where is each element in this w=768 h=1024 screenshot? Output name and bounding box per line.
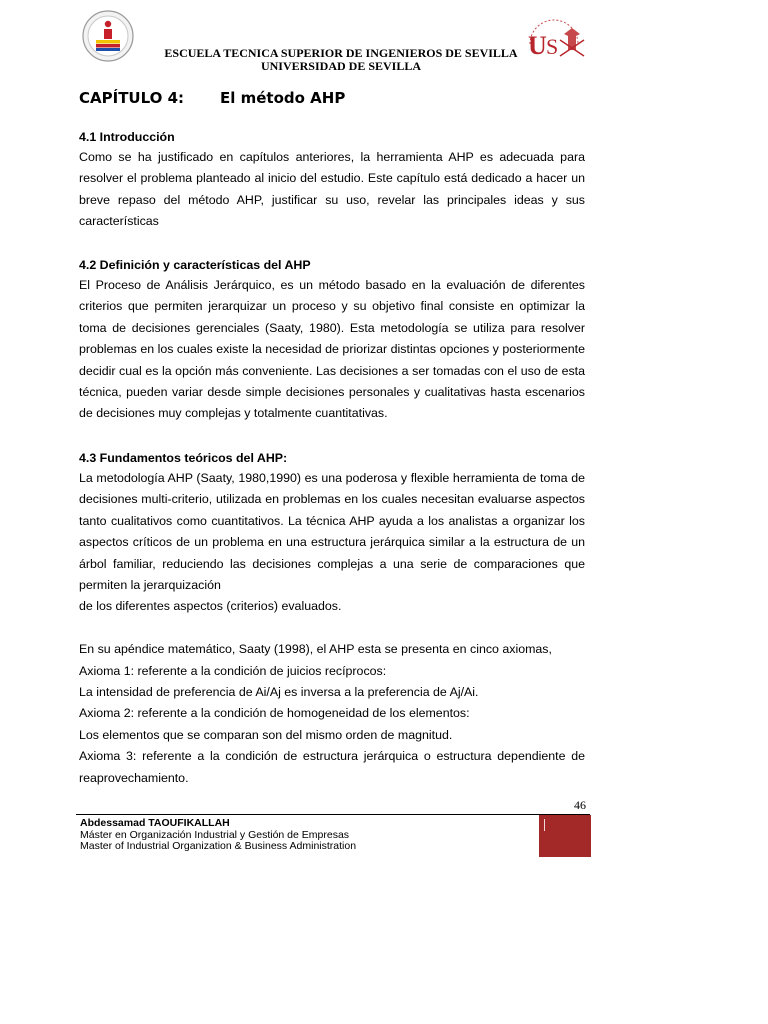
chapter-name: El método AHP <box>220 89 346 107</box>
footer-accent-block <box>539 815 591 857</box>
footer-accent-mark <box>544 819 545 831</box>
section-fundamentos <box>79 448 585 789</box>
section-heading: 4.1 Introducción <box>79 130 175 144</box>
university-name: UNIVERSIDAD DE SEVILLA <box>260 59 422 73</box>
footer-author: Abdessamad TAOUFIKALLAH <box>80 817 230 829</box>
footer <box>80 818 356 853</box>
page-number: 46 <box>574 798 586 812</box>
institution-name: ESCUELA TECNICA SUPERIOR DE INGENIEROS DE SEVILLA <box>164 46 518 60</box>
footer-rule <box>76 814 590 815</box>
axiom-1-text: La intensidad de preferencia de Ai/Aj es inversa a la preferencia de Aj/Ai. <box>79 685 479 700</box>
svg-text:U: U <box>528 31 547 60</box>
section-paragraph: Como se ha justificado en capítulos anteriores, la herramienta AHP es adecuada para resolver el problema planteado al inicio del estudio. Este capítulo está dedicado a hacer un breve repaso del método AHP, justificar su uso, revelar las principales ideas y sus características <box>79 150 585 229</box>
footer-degree-en: Master of Industrial Organization & Business Administration <box>80 840 357 852</box>
section-paragraph: La metodología AHP (Saaty, 1980,1990) es una poderosa y flexible herramienta de toma de decisiones multi-criterio, utilizada en problemas en los cuales necesitan evaluarse aspectos tanto cualitativos como cuantitativos. La técnica AHP ayuda a los analistas a organizar los aspectos críticos de un problema en una estructura jerárquica similar a la estructura de un árbol familiar, reduciendo las decisiones complejas a una serie de comparaciones que permiten la jerarquización <box>79 471 585 593</box>
section-introduccion <box>79 127 585 233</box>
axioms-intro: En su apéndice matemático, Saaty (1998), el AHP esta se presenta en cinco axiomas, <box>79 642 552 657</box>
chapter-number: CAPÍTULO 4: <box>79 89 185 107</box>
chapter-title <box>79 89 345 107</box>
axiom-2: Axioma 2: referente a la condición de homogeneidad de los elementos: <box>79 706 470 721</box>
institution-header <box>100 47 582 73</box>
axiom-1: Axioma 1: referente a la condición de juicios recíprocos: <box>79 663 387 678</box>
axiom-3: Axioma 3: referente a la condición de estructura jerárquica o estructura dependiente de reaprovechamiento. <box>79 749 585 785</box>
axiom-2-text: Los elementos que se comparan son del mismo orden de magnitud. <box>79 727 453 742</box>
footer-degree-es: Máster en Organización Industrial y Gestión de Empresas <box>80 828 350 841</box>
svg-text:S: S <box>546 34 559 59</box>
section-paragraph-end: de los diferentes aspectos (criterios) evaluados. <box>79 599 342 614</box>
section-heading: 4.3 Fundamentos teóricos del AHP: <box>79 451 288 465</box>
section-paragraph: El Proceso de Análisis Jerárquico, es un método basado en la evaluación de diferentes criterios que permiten jerarquizar un proceso y su objetivo final consiste en optimizar la toma de decisiones gerenciales (Saaty, 1980). Esta metodología se utiliza para resolver problemas en los cuales existe la necesidad de priorizar distintas opciones y posteriormente decidir cual es la opción más conveniente. Las decisiones a ser tomadas con el uso de esta técnica, pueden variar desde simple decisiones personales y cualitativas hasta escenarios de decisiones muy complejas y totalmente cuantitativas. <box>79 278 585 421</box>
section-heading: 4.2 Definición y características del AHP <box>79 258 311 272</box>
section-definicion <box>79 255 585 425</box>
